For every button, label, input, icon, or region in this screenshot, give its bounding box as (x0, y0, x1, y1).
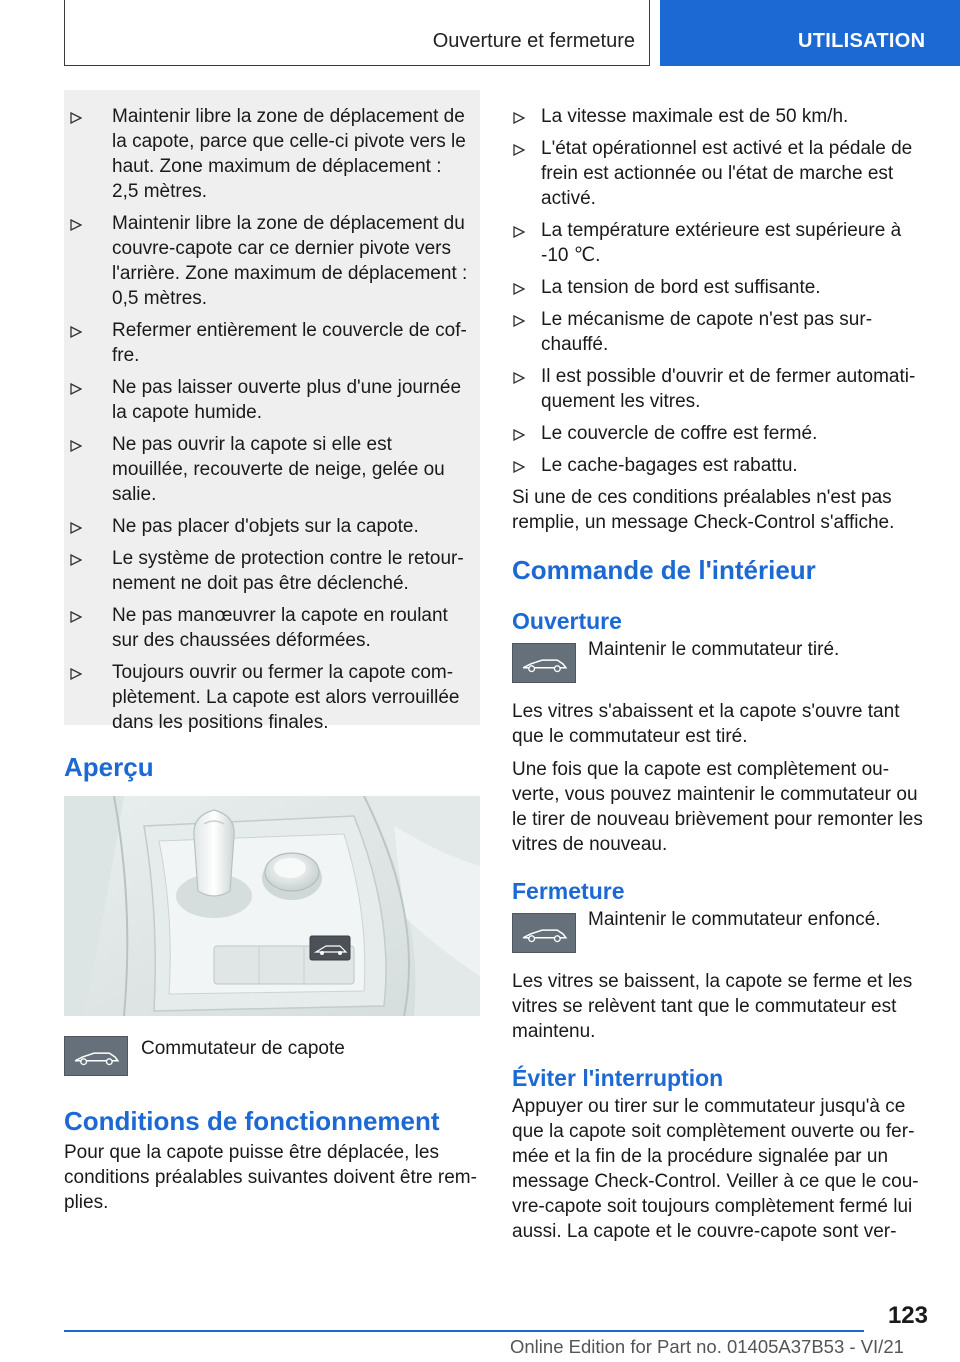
commande-heading: Commande de l'intérieur (512, 555, 816, 585)
fermeture-action: Maintenir le commutateur enfoncé. (588, 909, 881, 930)
chapter-title: UTILISATION (798, 30, 926, 52)
ouverture-text-2: Une fois que la capote est complètement ou-verte, vous pouvez maintenir le commutateur ou le tirer de nouveau brièvement pour remonter les vitres de nouveau. (512, 759, 923, 855)
ouverture-heading: Ouverture (512, 608, 622, 634)
list-item: Le cache-bagages est rabattu. (512, 453, 927, 478)
triangle-bullet-icon (70, 383, 82, 395)
conditions-intro: Pour que la capote puisse être déplacée, les conditions préalables suivantes doivent être rem-plies. (64, 1142, 477, 1213)
ouverture-action-row (512, 637, 927, 699)
conditions-list (512, 104, 927, 478)
interruption-text: Appuyer ou tirer sur le commutateur jusqu'à ce que la capote soit complètement ouverte ou fer-mée et la fin de la procédure signalée par un message Check-Control. Veiller à ce que le cou-vre-capote soit toujours complètement fermé lui aussi. La capote et le couvre-capote sont ver- (512, 1096, 919, 1242)
console-photo (64, 796, 480, 1016)
apercu-legend (64, 1036, 480, 1076)
interruption-heading: Éviter l'interruption (512, 1065, 724, 1091)
fermeture-heading: Fermeture (512, 878, 625, 904)
center-console-illustration (64, 796, 480, 1016)
header-chapter-box (660, 0, 960, 66)
list-item: Le mécanisme de capote n'est pas sur-chauffé. (512, 307, 927, 357)
fermeture-action-row (512, 907, 927, 969)
edition-info: Online Edition for Part no. 01405A37B53 - VI/21 (510, 1336, 904, 1357)
list-item: Ne pas ouvrir la capote si elle est mouillée, recouverte de neige, gelée ou salie. (70, 432, 468, 507)
page-number: 123 (887, 1302, 928, 1329)
list-item: Refermer entièrement le couvercle de cof-fre. (70, 318, 468, 368)
convertible-top-switch-icon (512, 643, 576, 683)
ouverture-text-1: Les vitres s'abaissent et la capote s'ouvre tant que le commutateur est tiré. (512, 701, 900, 747)
triangle-bullet-icon (70, 440, 82, 452)
ouverture-action: Maintenir le commutateur tiré. (588, 639, 840, 660)
conditions-heading: Conditions de fonctionnement (64, 1106, 440, 1136)
triangle-bullet-icon (513, 461, 525, 473)
triangle-bullet-icon (513, 429, 525, 441)
list-item: Maintenir libre la zone de déplacement du couvre-capote car ce dernier pivote vers l'arrière. Zone maximum de déplacement : 0,5 mètres. (70, 211, 468, 311)
triangle-bullet-icon (70, 554, 82, 566)
conditions-section (64, 1106, 480, 1223)
triangle-bullet-icon (513, 112, 525, 124)
safety-notes-box (64, 90, 480, 733)
conditions-outro: Si une de ces conditions préalables n'est pas remplie, un message Check-Control s'affiche. (512, 487, 895, 533)
fermeture-text-1: Les vitres se baissent, la capote se ferme et les vitres se relèvent tant que le commutateur est maintenu. (512, 971, 913, 1042)
list-item: La vitesse maximale est de 50 km/h. (512, 104, 927, 129)
triangle-bullet-icon (513, 283, 525, 295)
list-item: Ne pas manœuvrer la capote en roulant sur des chaussées déformées. (70, 603, 468, 653)
triangle-bullet-icon (513, 144, 525, 156)
list-item: Le système de protection contre le retour-nement ne doit pas être déclenché. (70, 546, 468, 596)
list-item: Ne pas laisser ouverte plus d'une journée la capote humide. (70, 375, 468, 425)
list-item: Toujours ouvrir ou fermer la capote com-plètement. La capote est alors verrouillée dans les positions finales. (70, 660, 468, 735)
section-title: Ouverture et fermeture (432, 30, 635, 52)
apercu-caption: Commutateur de capote (141, 1038, 345, 1059)
triangle-bullet-icon (513, 226, 525, 238)
header-section-box (64, 0, 650, 66)
triangle-bullet-icon (70, 112, 82, 124)
convertible-top-switch-icon (64, 1036, 128, 1076)
apercu-heading: Aperçu (64, 752, 154, 782)
triangle-bullet-icon (70, 668, 82, 680)
list-item: Ne pas placer d'objets sur la capote. (70, 514, 468, 539)
list-item: La température extérieure est supérieure à -10 ℃. (512, 218, 927, 268)
list-item: Le couvercle de coffre est fermé. (512, 421, 927, 446)
triangle-bullet-icon (70, 219, 82, 231)
list-item: Maintenir libre la zone de déplacement de la capote, parce que celle-ci pivote vers le haut. Zone maximum de déplacement : 2,5 mètres. (70, 104, 468, 204)
right-column (512, 104, 927, 1252)
convertible-top-switch-icon (512, 913, 576, 953)
triangle-bullet-icon (70, 326, 82, 338)
footer-divider (64, 1330, 864, 1332)
triangle-bullet-icon (513, 315, 525, 327)
list-item: Il est possible d'ouvrir et de fermer automati-quement les vitres. (512, 364, 927, 414)
list-item: L'état opérationnel est activé et la pédale de frein est actionnée ou l'état de marche est activé. (512, 136, 927, 211)
triangle-bullet-icon (70, 611, 82, 623)
list-item: La tension de bord est suffisante. (512, 275, 927, 300)
triangle-bullet-icon (70, 522, 82, 534)
triangle-bullet-icon (513, 372, 525, 384)
safety-notes-list (64, 90, 480, 735)
